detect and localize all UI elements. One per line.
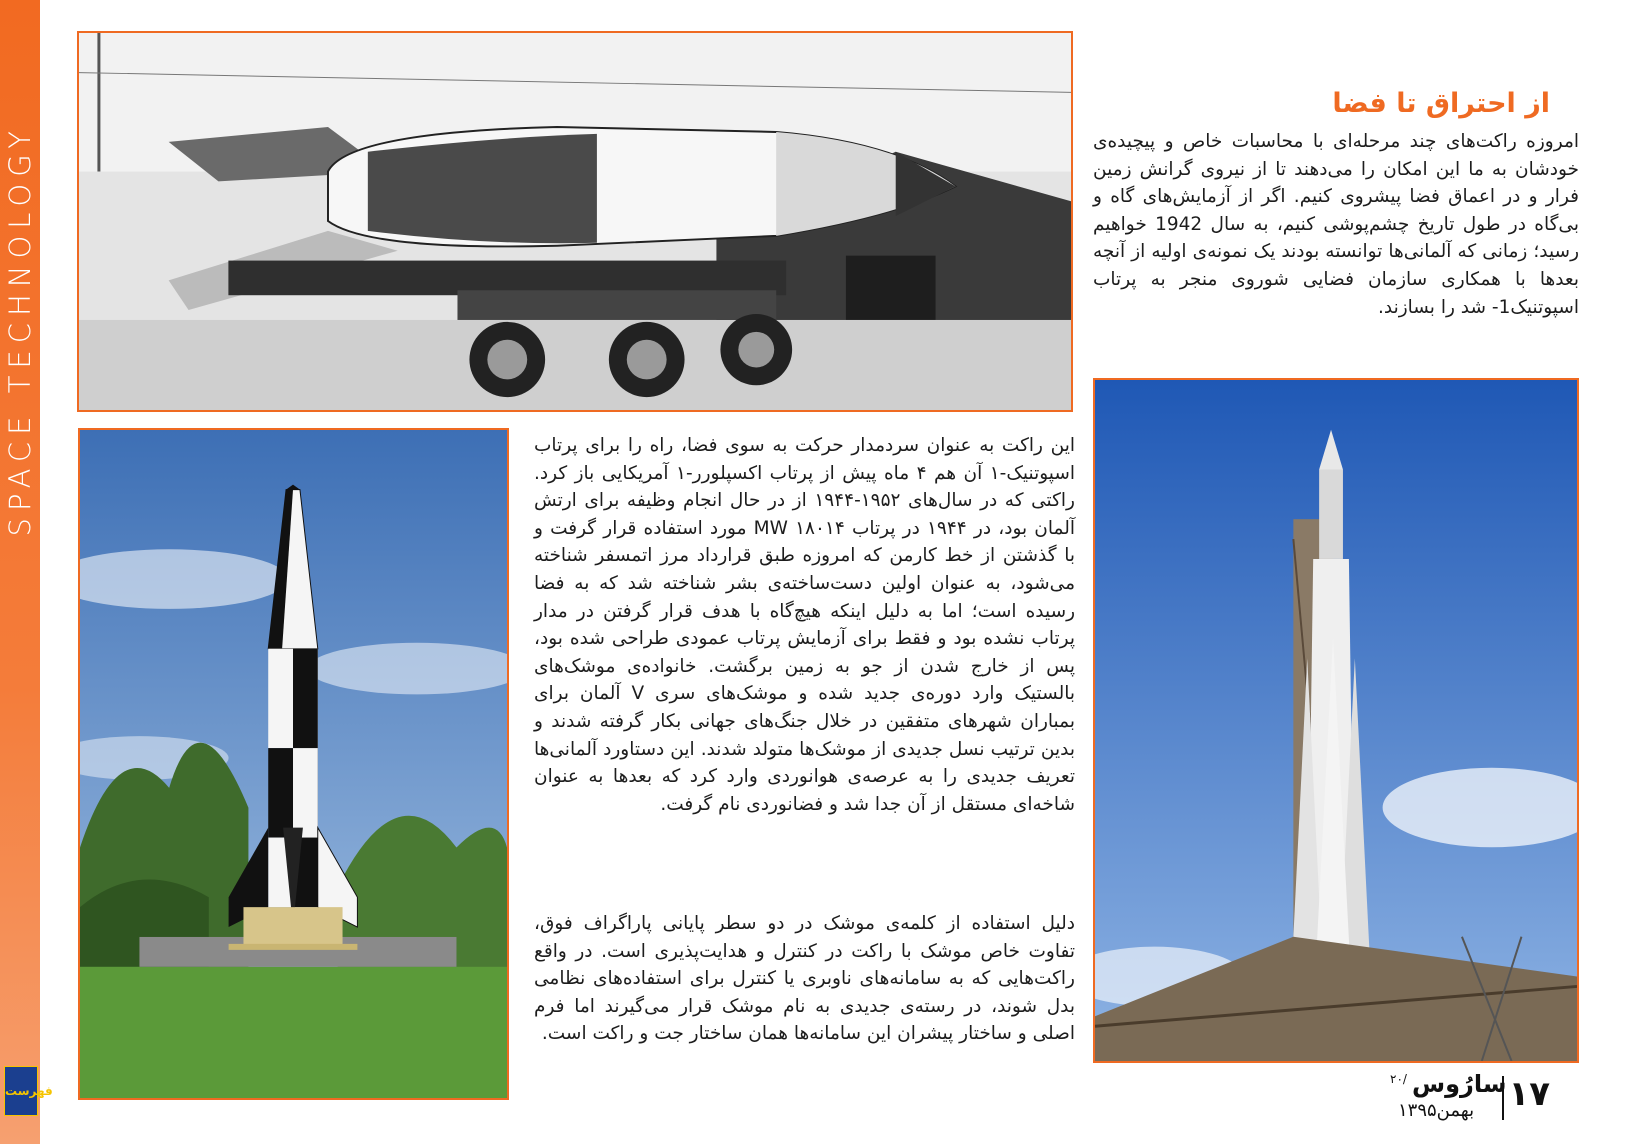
page-number: ۱۷ xyxy=(1508,1074,1550,1114)
magazine-name: سارُوس xyxy=(1412,1070,1507,1098)
issue-number: ۲۰/ xyxy=(1390,1072,1407,1086)
body-paragraph-1: این راکت به عنوان سردمدار حرکت به سوی فضا، راه را برای پرتاب اسپوتنیک-۱ آن هم ۴ ماه پیش از پرتاب اکسپلورر-۱ آمریکایی باز کرد. راکتی که در سال‌های ۱۹۵۲-۱۹۴۴ از در حال انجام وظیفه برای ارتش آلمان بود، در ۱۹۴۴ در پرتاب MW ۱۸۰۱۴ مورد استفاده قرار گرفت و با گذشتن از خط کارمن که امروزه طبق قرارداد مرز اتمسفر شناخته می‌شود، به عنوان اولین دست‌ساخته‌ی بشر شناخته شد که به فضا رسیده است؛ اما به دلیل اینکه هیچ‌گاه با هدف قرار گرفتن در مدار پرتاب نشده بود و فقط برای آزمایش پرتاب عمودی طراحی شده بود، پس از خارج شدن از جو به زمین برگشت. خانواده‌ی موشک‌های بالستیک وارد دوره‌ی جدید شده و موشک‌های سری V آلمان برای بمباران شهرهای متفقین در خلال جنگ‌های جهانی بکار گرفته شدند و بدین ترتیب نسل جدیدی از موشک‌ها متولد شدند. این دستاورد آلمانی‌ها تعریف جدیدی را به عرصه‌ی هوانوردی وارد کرد که بعدها به عنوان شاخه‌ای مستقل از آن جدا شد و فضانوردی نام گرفت. xyxy=(534,435,1076,815)
magazine-logo-icon[interactable] xyxy=(4,1066,53,1116)
logo-text: فهرست xyxy=(5,1083,53,1098)
issue-date: بهمن۱۳۹۵ xyxy=(1398,1100,1475,1121)
v2-trailer-photo xyxy=(77,31,1073,412)
section-title-text: SPACE TECHNOLOGY xyxy=(3,123,37,537)
page-footer xyxy=(1390,1070,1550,1128)
intro-paragraph: امروزه راکت‌های چند مرحله‌ای با محاسبات خاص و پیچیده‌ی خودشان به ما این امکان را می‌دهند تا از نیروی گرانش زمین فرار و در اعماق فضا پیشروی کنیم. اگر از آزمایش‌های گاه و بی‌گاه در طول تاریخ چشم‌پوشی کنیم، به سال 1942 خواهیم رسید؛ زمانی که آلمانی‌ها توانسته بودند یک نمونه‌ی اولیه از آنچه بعدها با همکاری سازمان فضایی شوروی منجر به پرتاب اسپوتنیک1- شد را بسازند. xyxy=(1093,131,1579,318)
v2-monument-photo xyxy=(78,428,509,1100)
vertical-section-title xyxy=(0,20,40,640)
vostok-rocket-photo xyxy=(1093,378,1579,1063)
body-paragraph-2: دلیل استفاده از کلمه‌ی موشک در دو سطر پایانی پاراگراف فوق، تفاوت خاص موشک با راکت در کنترل و هدایت‌پذیری است. در واقع راکت‌هایی که به سامانه‌های ناوبری یا کنترل برای استفاده‌های نظامی بدل شوند، در رسته‌ی جدیدی به نام موشک قرار می‌گیرند اما فرم اصلی و ساختار پیشران این سامانه‌ها همان ساختار جت و راکت است. xyxy=(534,913,1075,1045)
article-title: از احتراق تا فضا xyxy=(1332,88,1550,119)
